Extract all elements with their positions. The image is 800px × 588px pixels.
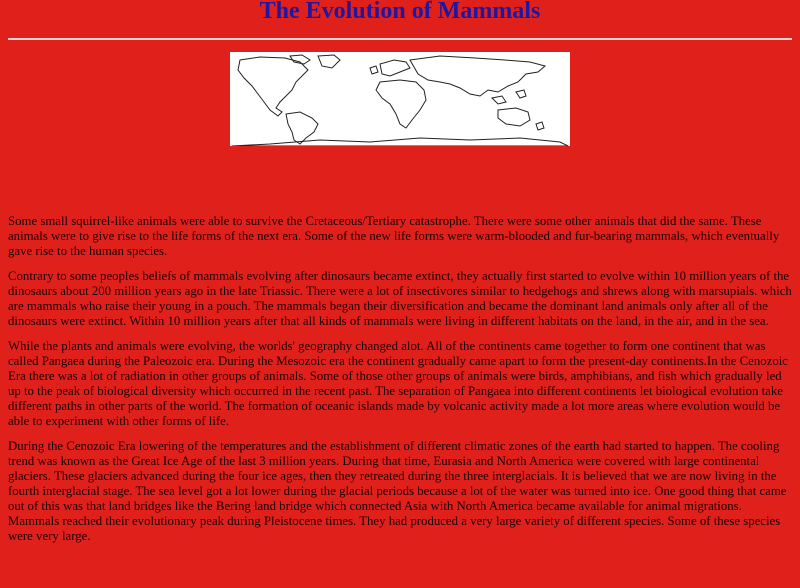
paragraph-3: While the plants and animals were evolving, the worlds' geography changed alot. All of the continents came together to form one continent that was called Pangaea during the Paleozoic era. During the Mesozoic era the continent gradually came apart to form the present-day continents.In the Cenozoic Era there was a lot of radiation in other groups of animals. Some of those other groups of animals were birds, amphibians, and fish which gradually led up to the peak of biological diversity which occurred in the recent past. The separation of Pangaea into different continents let biological evolution take different paths in other parts of the world. The formation of oceanic islands made by volcanic activity made a lot more areas where evolution would be able to experiment with other forms of life. [8, 339, 788, 428]
paragraph-2: Contrary to some peoples beliefs of mammals evolving after dinosaurs became extinct, they actually first started to evolve within 10 million years of the dinosaurs about 200 million years ago in the late Triassic. There were a lot of insectivores similar to hedgehogs and shrews along with marsupials. which are mammals who raise their young in a pouch. The mammals began their diversification and became the dominant land animals only after all of the dinosaurs were extinct. Within 10 million years after that all kinds of mammals were living in different habitats on the land, in the air, and in the sea. [8, 269, 792, 328]
world-map-icon [230, 52, 570, 146]
paragraph-4: During the Cenozoic Era lowering of the temperatures and the establishment of different climatic zones of the earth had started to happen. The cooling trend was known as the Great Ice Age of the last 3 million years. During that time, Eurasia and North America were covered with large continental glaciers. These glaciers advanced during the four ice ages, then they retreated during the three interglacials. It is believed that we are now living in the fourth interglacial stage. The sea level got a lot lower during the glacial periods because a lot of the water was turned into ice. One good thing that came out of this was that land bridges like the Bering land bridge which connected Asia with North America became available for animal migrations. Mammals reached their evolutionary peak during Pleistocene times. They had produced a very large variety of different species. Some of these species were very large. [8, 439, 787, 543]
title-divider [8, 38, 792, 40]
page-title: The Evolution of Mammals [259, 0, 541, 24]
article-body [8, 214, 792, 544]
paragraph-1: Some small squirrel-like animals were able to survive the Cretaceous/Tertiary catastrophe. There were some other animals that did the same. These animals were to give rise to the life forms of the next era. Some of the new life forms were warm-blooded and fur-bearing mammals, which eventually gave rise to the human species. [8, 214, 780, 258]
map-figure [8, 52, 792, 148]
